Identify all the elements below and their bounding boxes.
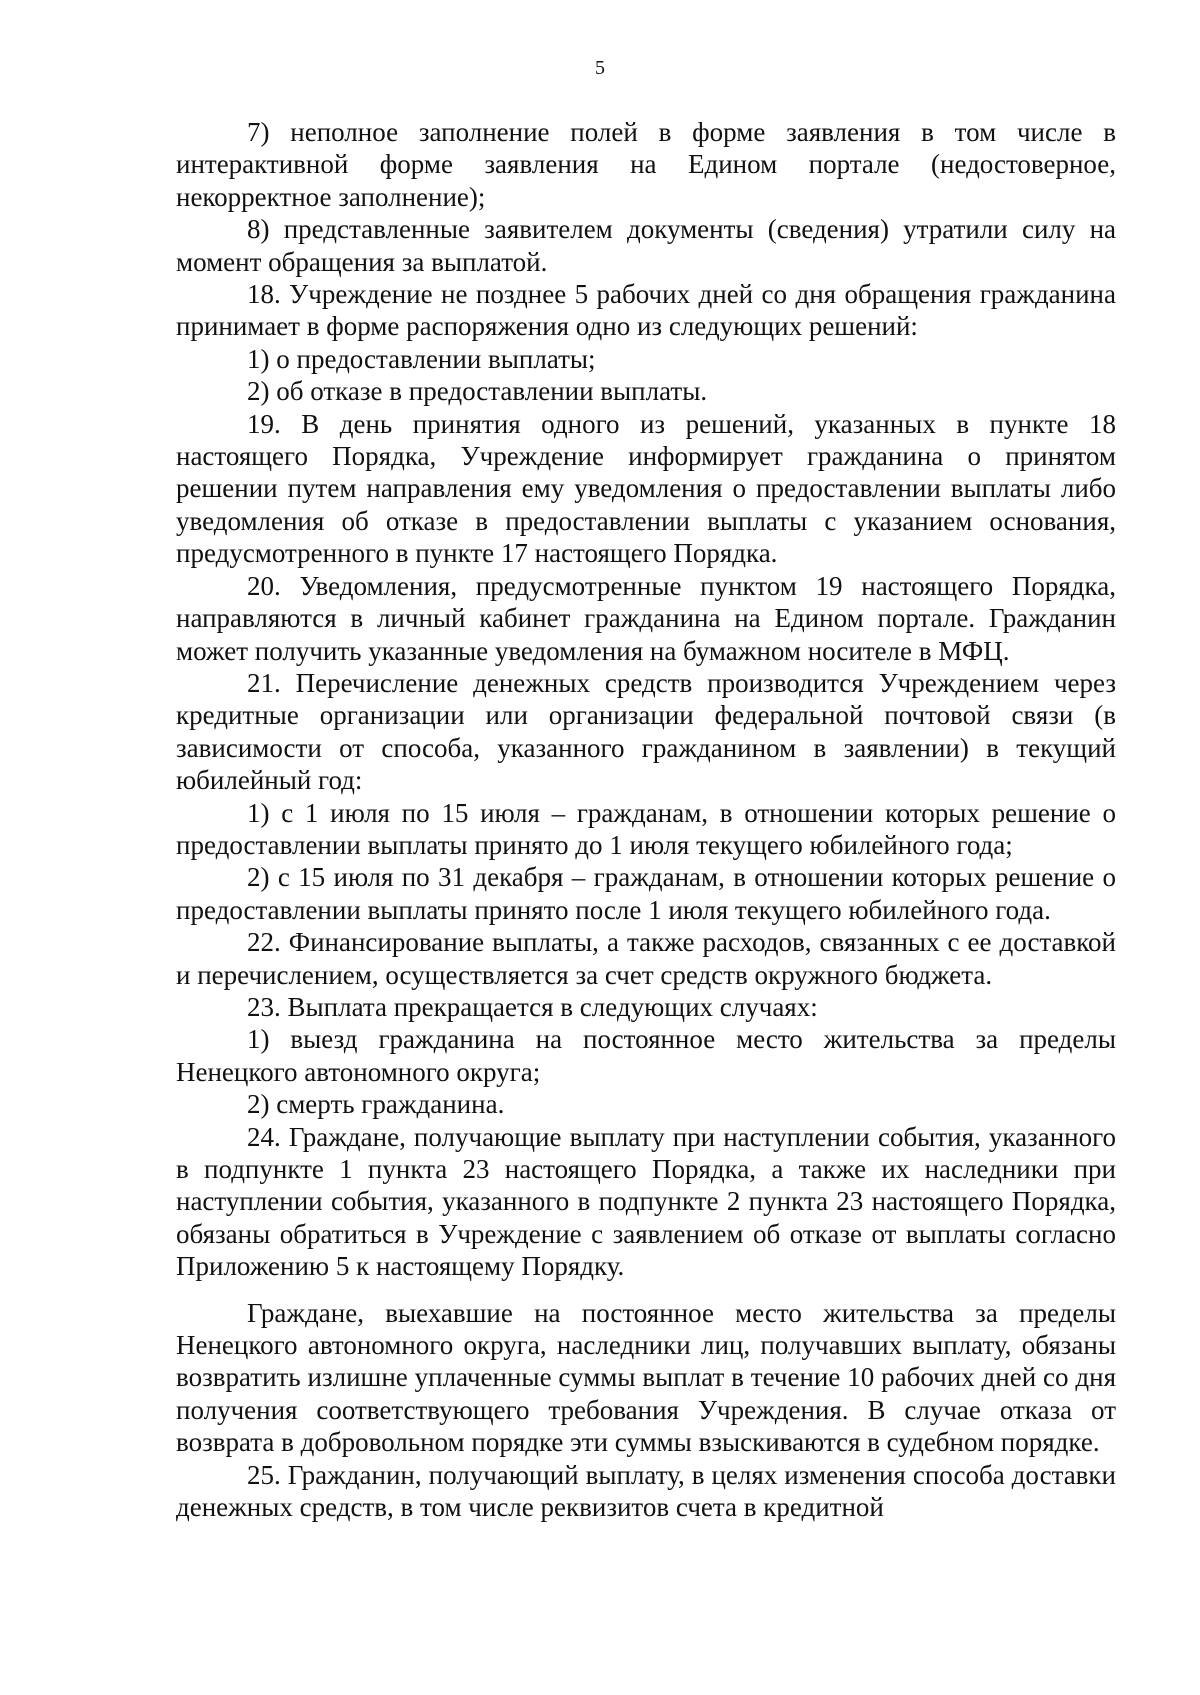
paragraph-clause-21-item-2: 2) с 15 июля по 31 декабря – гражданам, в отношении которых решение о предоставлении выплаты принято после 1 июля текущего юбилейного года. [176,862,1116,925]
paragraph-clause-20: 20. Уведомления, предусмотренные пунктом 19 настоящего Порядка, направляются в личный кабинет гражданина на Едином портале. Гражданин может получить указанные уведомления на бумажном носителе в МФЦ. [176,570,1116,666]
paragraph-clause-24: 24. Граждане, получающие выплату при наступлении события, указанного в подпункте 1 пункта 23 настоящего Порядка, а также их наследники при наступлении события, указанного в подпункте 2 пункта 23 настоящего Порядка, обязаны обратиться в Учреждение с заявлением об отказе от выплаты согласно Приложению 5 к настоящему Порядку. [176,1121,1116,1282]
paragraph-clause-25: 25. Гражданин, получающий выплату, в целях изменения способа доставки денежных средств, в том числе реквизитов счета в кредитной [176,1459,1116,1523]
paragraph-item-7: 7) неполное заполнение полей в форме заявления в том числе в интерактивной форме заявления на Едином портале (недостоверное, некорректное заполнение); [176,117,1116,212]
page-number: 5 [595,57,605,79]
paragraph-clause-22: 22. Финансирование выплаты, а также расходов, связанных с ее доставкой и перечислением, осуществляется за счет средств окружного бюджета. [176,927,1116,990]
document-body [176,116,1116,1523]
paragraph-clause-23: 23. Выплата прекращается в следующих случаях: [247,991,818,1022]
paragraph-clause-18: 18. Учреждение не позднее 5 рабочих дней со дня обращения гражданина принимает в форме распоряжения одно из следующих решений: [176,279,1116,342]
paragraph-clause-21-item-1: 1) с 1 июля по 15 июля – гражданам, в отношении которых решение о предоставлении выплаты принято до 1 июля текущего юбилейного года; [176,797,1116,860]
paragraph-clause-24-part-2: Граждане, выехавшие на постоянное место жительства за пределы Ненецкого автономного округа, наследники лиц, получавших выплату, обязаны возвратить излишне уплаченные суммы выплат в течение 10 рабочих дней со дня получения соответствующего требования Учреждения. В случае отказа от возврата в добровольном порядке эти суммы взыскиваются в судебном порядке. [176,1297,1116,1458]
paragraph-clause-18-item-2: 2) об отказе в предоставлении выплаты. [247,376,708,407]
paragraph-clause-23-item-2: 2) смерть гражданина. [247,1089,505,1120]
paragraph-clause-18-item-1: 1) о предоставлении выплаты; [247,343,596,374]
paragraph-clause-23-item-1: 1) выезд гражданина на постоянное место жительства за пределы Ненецкого автономного округа; [176,1024,1116,1087]
paragraph-clause-21: 21. Перечисление денежных средств производится Учреждением через кредитные организации или организации федеральной почтовой связи (в зависимости от способа, указанного гражданином в заявлении) в текущий юбилейный год: [176,667,1116,796]
paragraph-item-8: 8) представленные заявителем документы (сведения) утратили силу на момент обращения за выплатой. [176,214,1116,277]
paragraph-clause-19: 19. В день принятия одного из решений, указанных в пункте 18 настоящего Порядка, Учреждение информирует гражданина о принятом решении путем направления ему уведомления о предоставлении выплаты либо уведомления об отказе в предоставлении выплаты с указанием основания, предусмотренного в пункте 17 настоящего Порядка. [176,408,1116,569]
